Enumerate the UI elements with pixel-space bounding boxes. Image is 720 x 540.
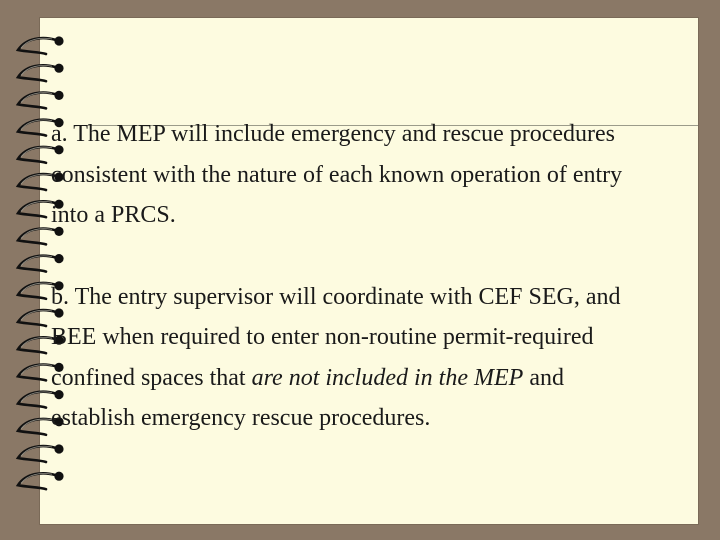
spiral-ring bbox=[18, 64, 64, 82]
paragraph-b bbox=[51, 277, 651, 439]
spiral-ring bbox=[18, 91, 64, 109]
paragraph-a-text: a. The MEP will include emergency and rescue procedures consistent with the nature of each known operation of entry into a PRCS. bbox=[51, 121, 623, 228]
spiral-ring bbox=[18, 36, 64, 54]
paragraph-b-text-start: b. The entry supervisor will coordinate with CEF SEG, and BEE when required to enter non-routine permit-required confined spaces that bbox=[51, 283, 621, 391]
spiral-ring bbox=[18, 472, 64, 490]
paragraph-b-text-end: and establish emergency rescue procedures. bbox=[51, 364, 564, 431]
slide-body bbox=[51, 114, 651, 439]
paragraph-a bbox=[51, 114, 651, 236]
spiral-ring bbox=[18, 444, 64, 462]
paragraph-b-emphasis: are not included in the MEP bbox=[251, 364, 524, 391]
